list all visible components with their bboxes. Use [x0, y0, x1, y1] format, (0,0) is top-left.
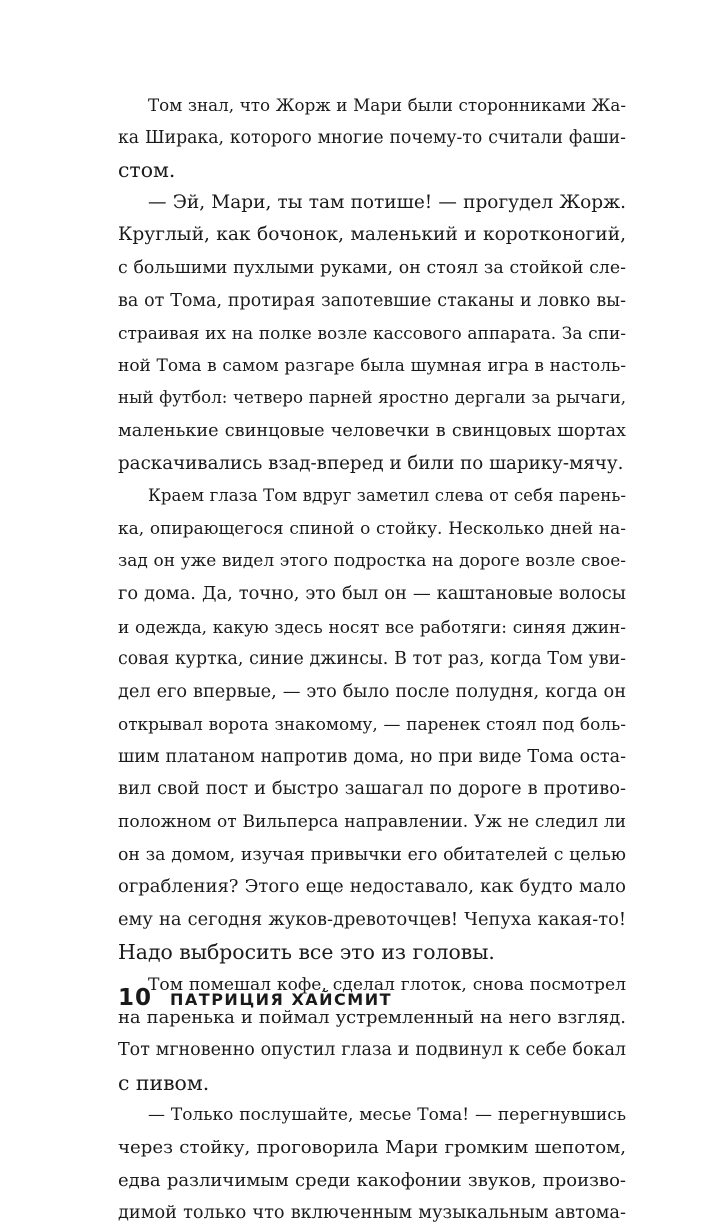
- text-line: ный футбол: четверо парней яростно дергали за рычаги,: [118, 388, 626, 408]
- text-line: с пивом.: [118, 1070, 210, 1095]
- page-footer: [118, 985, 392, 1015]
- text-line: с большими пухлыми руками, он стоял за стойкой сле-: [118, 257, 626, 278]
- text-line: положном от Вильперса направлении. Уж не следил ли: [118, 812, 626, 833]
- text-line: Том помешал кофе, сделал глоток, снова посмотрел: [148, 975, 626, 996]
- running-head-author: ПАТРИЦИЯ ХАЙСМИТ: [170, 990, 393, 1009]
- text-line: раскачивались взад-вперед и били по шарику-мячу.: [118, 452, 624, 474]
- text-line: совая куртка, синие джинсы. В тот раз, когда Том уви-: [118, 649, 626, 670]
- text-line: открывал ворота знакомому, — паренек стоял под боль-: [118, 714, 626, 735]
- text-line: ва от Тома, протирая запотевшие стаканы и ловко вы-: [118, 290, 626, 311]
- text-line: — Эй, Мари, ты там потише! — прогудел Жорж.: [148, 191, 626, 213]
- text-line: вил свой пост и быстро зашагал по дороге в противо-: [118, 778, 626, 800]
- text-line: димой только что включенным музыкальным автома-: [118, 1203, 626, 1224]
- page-number: 10: [118, 985, 153, 1011]
- text-line: ка, опирающегося спиной о стойку. Несколько дней на-: [118, 518, 626, 539]
- text-line: зад он уже видел этого подростка на дороге возле свое-: [118, 551, 626, 572]
- text-line: он за домом, изучая привычки его обитателей с целью: [118, 844, 626, 865]
- text-line: стом.: [118, 158, 176, 183]
- text-line: на паренька и поймал устремленный на него взгляд.: [118, 1006, 626, 1028]
- text-line: го дома. Да, точно, это был он — каштановые волосы: [118, 582, 626, 604]
- text-line: ограбления? Этого еще недоставало, как будто мало: [118, 876, 626, 898]
- body-text: [118, 89, 626, 1230]
- text-line: маленькие свинцовые человечки в свинцовых шортах: [118, 420, 626, 441]
- text-line: страивая их на полке возле кассового аппарата. За спи-: [118, 323, 626, 344]
- text-line: Том знал, что Жорж и Мари были сторонниками Жа-: [148, 95, 626, 115]
- text-line: Тот мгновенно опустил глаза и подвинул к себе бокал: [118, 1040, 626, 1061]
- text-line: — Только послушайте, месье Тома! — перегнувшись: [148, 1105, 626, 1126]
- text-line: через стойку, проговорила Мари громким шепотом,: [118, 1137, 626, 1158]
- text-line: и одежда, какую здесь носят все работяги: синяя джин-: [118, 616, 626, 637]
- text-line: ему на сегодня жуков-древоточцев! Чепуха какая-то!: [118, 908, 626, 930]
- text-line: шим платаном напротив дома, но при виде Тома оста-: [118, 746, 626, 767]
- text-line: Краем глаза Том вдруг заметил слева от себя парень-: [148, 486, 626, 506]
- text-line: Круглый, как бочонок, маленький и коротконогий,: [118, 224, 626, 246]
- text-line: едва различимым среди какофонии звуков, произво-: [118, 1169, 626, 1191]
- text-line: Надо выбросить все это из головы.: [118, 940, 495, 965]
- text-line: дел его впервые, — это было после полудня, когда он: [118, 681, 626, 702]
- text-line: ной Тома в самом разгаре была шумная игра в настоль-: [118, 355, 626, 376]
- text-line: ка Ширака, которого многие почему-то считали фаши-: [118, 127, 626, 148]
